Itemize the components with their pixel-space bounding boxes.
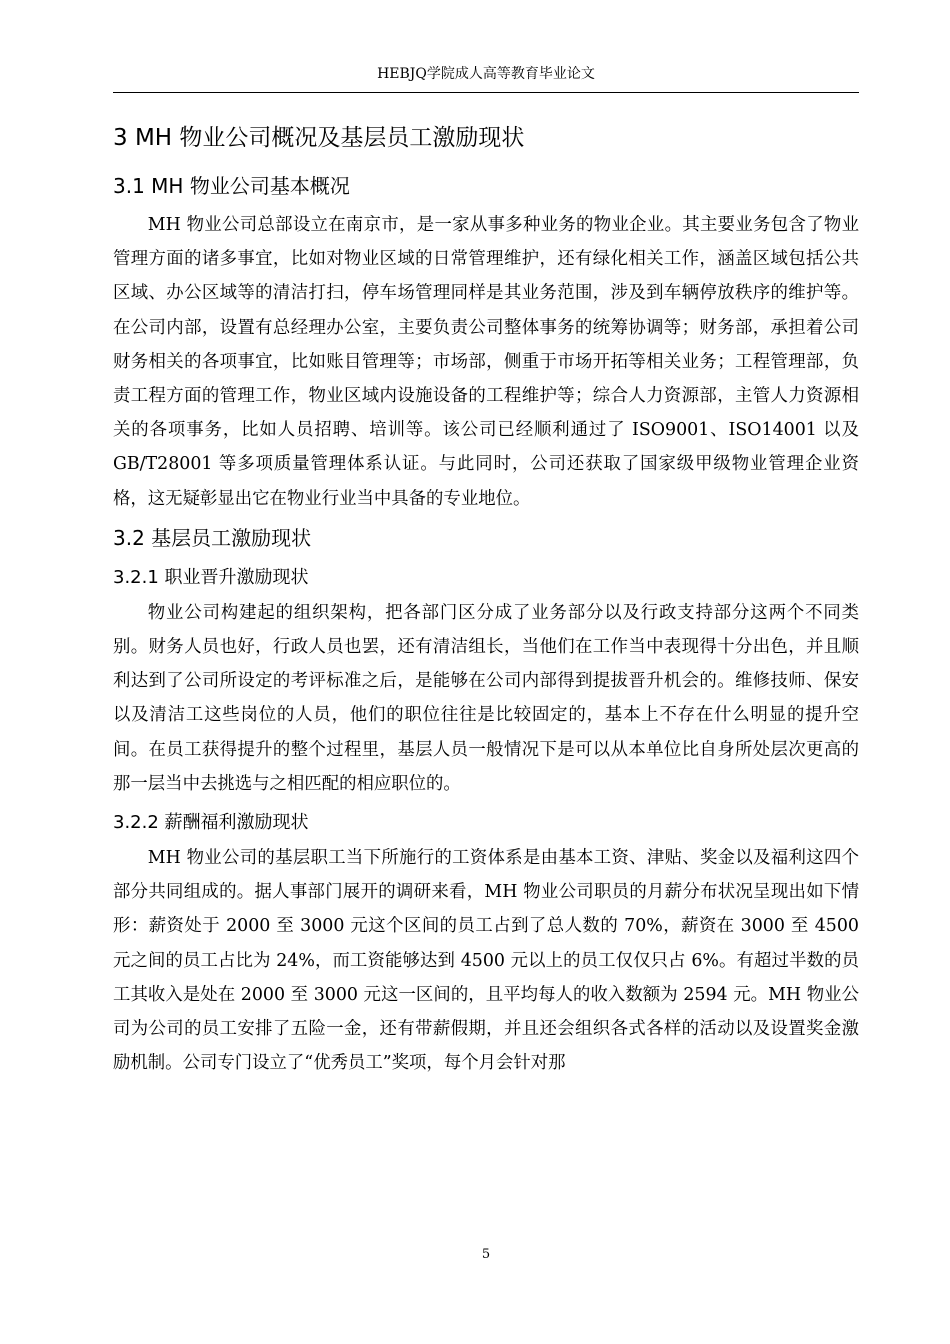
paragraph-career-promotion: 物业公司构建起的组织架构，把各部门区分成了业务部分以及行政支持部分这两个不同类别。财务人员也好，行政人员也罢，还有清洁组长，当他们在工作当中表现得十分出色，并且顺利达到了公司所设定的考评标准之后，是能够在公司内部得到提拔晋升机会的。维修技师、保安以及清洁工这些岗位的人员，他们的职位往往是比较固定的，基本上不存在什么明显的提升空间。在员工获得提升的整个过程里，基层人员一般情况下是可以从本单位比自身所处层次更高的那一层当中去挑选与之相匹配的相应职位的。 xyxy=(113,602,859,794)
section-title-3-1: 3.1 MH 物业公司基本概况 xyxy=(113,174,350,198)
section-title-3-2: 3.2 基层员工激励现状 xyxy=(113,525,312,550)
chapter-title: 3 MH 物业公司概况及基层员工激励现状 xyxy=(113,125,525,151)
paragraph-company-overview: MH 物业公司总部设立在南京市，是一家从事多种业务的物业企业。其主要业务包含了物业管理方面的诸多事宜，比如对物业区域的日常管理维护，还有绿化相关工作，涵盖区域包括公共区域、办公区域等的清洁打扫，停车场管理同样是其业务范围，涉及到车辆停放秩序的维护等。在公司内部，设置有总经理办公室，主要负责公司整体事务的统筹协调等；财务部，承担着公司财务相关的各项事宜，比如账目管理等；市场部，侧重于市场开拓等相关业务；工程管理部，负责工程方面的管理工作，物业区域内设施设备的工程维护等；综合人力资源部，主管人力资源相关的各项事务，比如人员招聘、培训等。该公司已经顺利通过了 ISO9001、ISO14001 以及 GB/T28001 等多项质量管理体系认证。与此同时，公司还获取了国家级甲级物业管理企业资格，这无疑彰显出它在物业行业当中具备的专业地位。 xyxy=(113,215,860,509)
header-rule xyxy=(113,92,859,93)
page-number: 5 xyxy=(481,1247,491,1262)
subsection-title-3-2-2: 3.2.2 薪酬福利激励现状 xyxy=(113,812,309,834)
subsection-title-3-2-1: 3.2.1 职业晋升激励现状 xyxy=(113,566,309,588)
page-body xyxy=(113,118,859,1080)
running-header: HEBJQ学院成人高等教育毕业论文 xyxy=(377,66,595,82)
paragraph-salary-benefits: MH 物业公司的基层职工当下所施行的工资体系是由基本工资、津贴、奖金以及福利这四个部分共同组成的。据人事部门展开的调研来看，MH 物业公司职员的月薪分布状况呈现出如下情形：薪资处于 2000 至 3000 元这个区间的员工占到了总人数的 70%，薪资在 3000 至 4500 元之间的员工占比为 24%，而工资能够达到 4500 元以上的员工仅仅只占 6%。有超过半数的员工其收入是处在 2000 至 3000 元这一区间的，且平均每人的收入数额为 2594 元。MH 物业公司为公司的员工安排了五险一金，还有带薪假期，并且还会组织各式各样的活动以及设置奖金激励机制。公司专门设立了“优秀员工”奖项，每个月会针对那 xyxy=(113,848,859,1074)
